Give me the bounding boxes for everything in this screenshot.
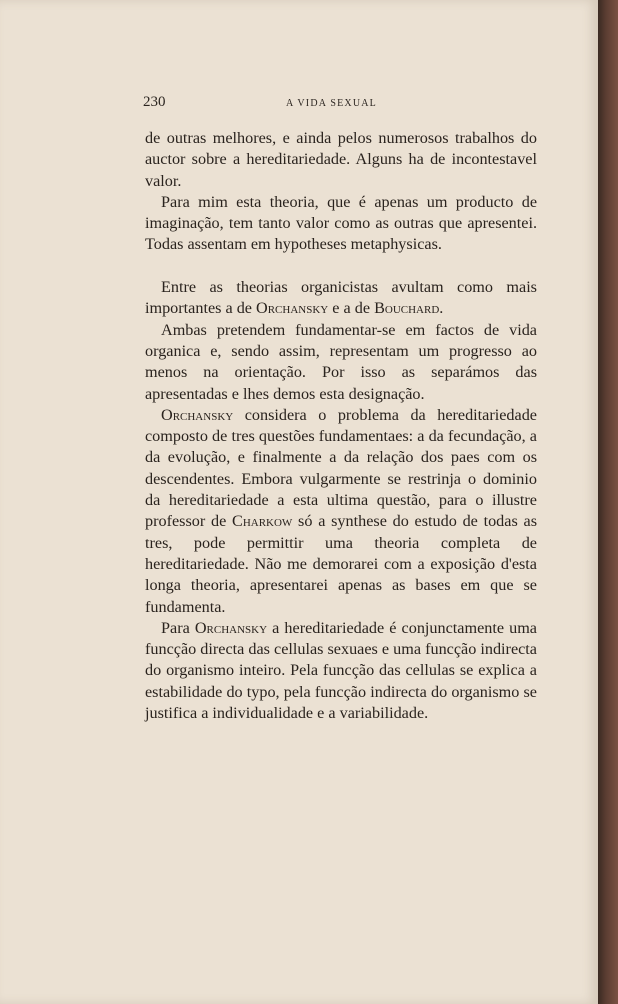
paragraph <box>145 277 537 320</box>
author-name: Bouchard <box>374 299 440 318</box>
author-name: Orchansky <box>161 405 234 424</box>
paragraph <box>145 405 537 618</box>
text-segment: a hereditariedade é conjunctamente uma funcção directa das cellulas sexuaes e uma funcção indirecta do organismo inteiro. Pela funcção das cellulas se explica a estabilidade do typo, pela funcção indirecta do organismo se justifica a individualidade e a variabilidade. <box>145 618 537 723</box>
text-segment: . <box>439 299 444 318</box>
author-name: Orchansky <box>256 299 329 318</box>
paragraph: de outras melhores, e ainda pelos numerosos trabalhos do auctor sobre a hereditariedade. Alguns ha de incontestavel valor. <box>145 129 537 190</box>
page-header <box>143 94 538 114</box>
body-text <box>145 128 537 724</box>
paragraph: Para mim esta theoria, que é apenas um producto de imaginação, tem tanto valor como as outras que apresentei. Todas assentam em hypotheses metaphysicas. <box>145 192 537 254</box>
section-break <box>145 256 537 277</box>
text-segment: e a de <box>328 299 375 318</box>
running-title: A VIDA SEXUAL <box>286 98 377 109</box>
paragraph <box>145 618 537 724</box>
author-name: Orchansky <box>194 618 268 637</box>
text-segment: só a synthese do estudo de todas as tres, pode permittir uma theoria completa de hereditariedade. Não me demorarei com a exposição d'esta longa theoria, apresentarei apenas as bases em que se fundamenta. <box>145 512 537 616</box>
text-segment: Para <box>161 618 195 637</box>
text-segment: considera o problema da hereditariedade composto de tres questões fundamentaes: a da fecundação, a da evolução, e finalmente a da relação dos paes com os descendentes. Embora vulgarmente se restrinja o dominio da hereditariedade a esta ultima questão, para o illustre professor de <box>145 405 537 531</box>
paragraph: Ambas pretendem fundamentar-se em factos de vida organica e, sendo assim, representam um progresso ao menos na orientação. Por isso as separámos das apresentadas e lhes demos esta designação. <box>145 320 537 403</box>
text-segment: Entre as theorias organicistas avultam como mais importantes a de <box>145 278 537 318</box>
book-spine-edge <box>598 0 618 1004</box>
page-number: 230 <box>143 94 166 110</box>
place-name: Charkow <box>232 512 293 531</box>
